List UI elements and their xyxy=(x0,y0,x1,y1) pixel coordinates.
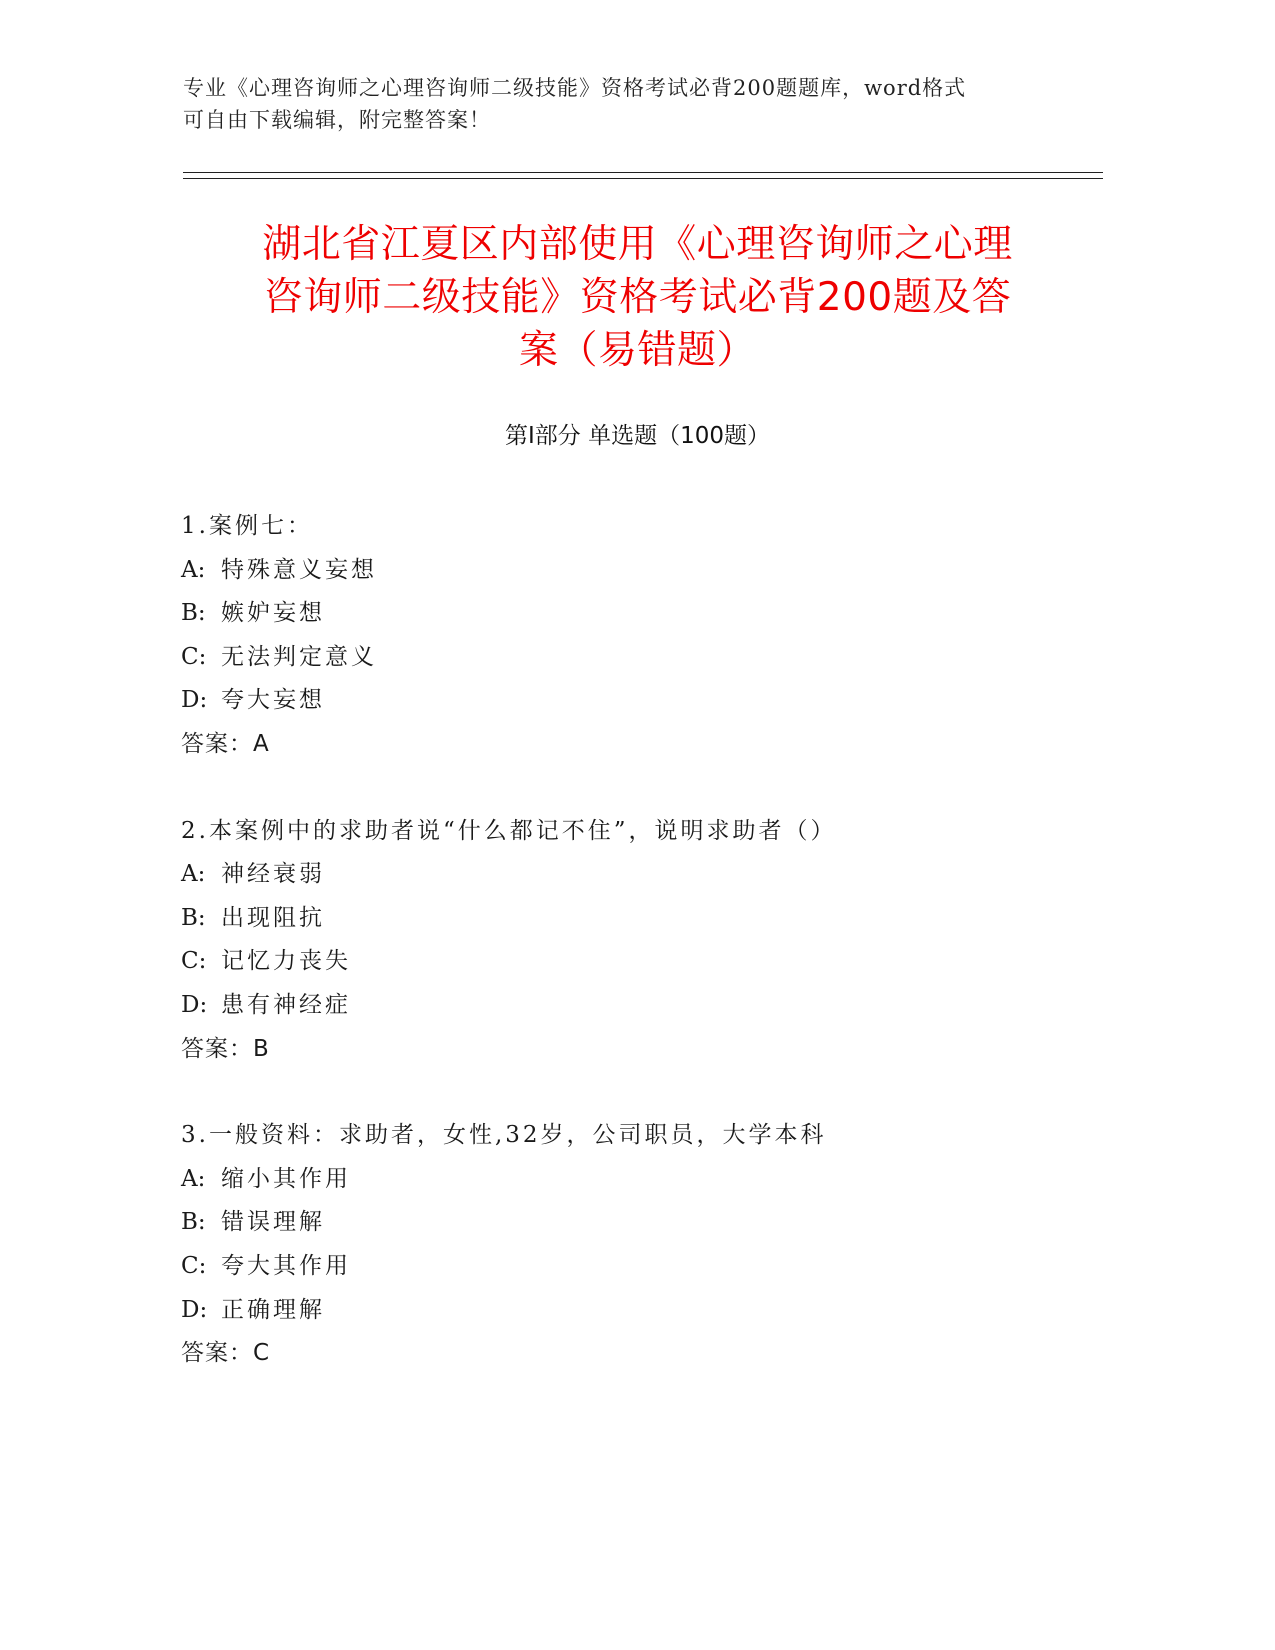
option-a xyxy=(181,853,1101,897)
title-line-3: 案（易错题） xyxy=(518,328,756,373)
answer-line: 答案：A xyxy=(181,730,270,757)
answer-line: 答案：B xyxy=(181,1035,270,1062)
option-b xyxy=(181,897,1101,941)
answer-line: 答案：C xyxy=(181,1340,271,1367)
option-c xyxy=(181,636,1101,680)
option-key: D: xyxy=(181,687,208,714)
option-text: 特殊意义妄想 xyxy=(221,556,377,583)
option-text: 出现阻抗 xyxy=(221,904,325,931)
option-text: 夸大妄想 xyxy=(221,687,325,714)
option-c xyxy=(181,940,1101,984)
option-key: A: xyxy=(181,1165,206,1192)
intro-line-2: 可自由下载编辑，附完整答案！ xyxy=(183,108,491,132)
option-text: 嫉妒妄想 xyxy=(221,600,325,627)
option-text: 神经衰弱 xyxy=(221,861,325,888)
section-heading: 第Ⅰ部分 单选题（100题） xyxy=(505,423,770,449)
option-d xyxy=(181,679,1101,723)
question-list xyxy=(181,505,1101,1419)
option-a xyxy=(181,549,1101,593)
option-c xyxy=(181,1245,1101,1289)
option-key: B: xyxy=(181,600,206,627)
option-text: 无法判定意义 xyxy=(221,643,377,670)
option-a xyxy=(181,1158,1101,1202)
option-key: A: xyxy=(181,556,206,583)
option-text: 错误理解 xyxy=(221,1209,325,1236)
title-line-1: 湖北省江夏区内部使用《心理咨询师之心理 xyxy=(262,222,1013,267)
option-d xyxy=(181,1289,1101,1333)
option-key: D: xyxy=(181,991,208,1018)
option-text: 缩小其作用 xyxy=(221,1165,351,1192)
document-title xyxy=(160,218,1115,377)
option-b xyxy=(181,1201,1101,1245)
question-item xyxy=(181,810,1101,1072)
option-key: C: xyxy=(181,1252,207,1279)
option-key: D: xyxy=(181,1296,208,1323)
option-key: A: xyxy=(181,861,206,888)
question-stem: 2.本案例中的求助者说“什么都记不住”，说明求助者（） xyxy=(181,817,837,844)
title-line-2: 咨询师二级技能》资格考试必背200题及答 xyxy=(263,275,1012,320)
intro-text xyxy=(183,72,1033,136)
question-stem: 1.案例七： xyxy=(181,513,313,539)
question-item xyxy=(181,1114,1101,1376)
question-stem: 3.一般资料：求助者，女性,32岁，公司职员，大学本科 xyxy=(181,1122,827,1149)
question-item xyxy=(181,505,1101,767)
option-text: 记忆力丧失 xyxy=(221,948,351,975)
option-key: B: xyxy=(181,904,206,931)
option-d xyxy=(181,984,1101,1028)
intro-line-1: 专业《心理咨询师之心理咨询师二级技能》资格考试必背200题题库，word格式 xyxy=(183,76,967,100)
option-key: C: xyxy=(181,643,207,670)
option-text: 患有神经症 xyxy=(221,991,351,1018)
header-divider-bottom xyxy=(183,178,1103,179)
header-divider-top xyxy=(183,172,1103,173)
option-b xyxy=(181,592,1101,636)
option-text: 正确理解 xyxy=(221,1296,325,1323)
option-text: 夸大其作用 xyxy=(221,1252,351,1279)
option-key: B: xyxy=(181,1209,206,1236)
option-key: C: xyxy=(181,948,207,975)
